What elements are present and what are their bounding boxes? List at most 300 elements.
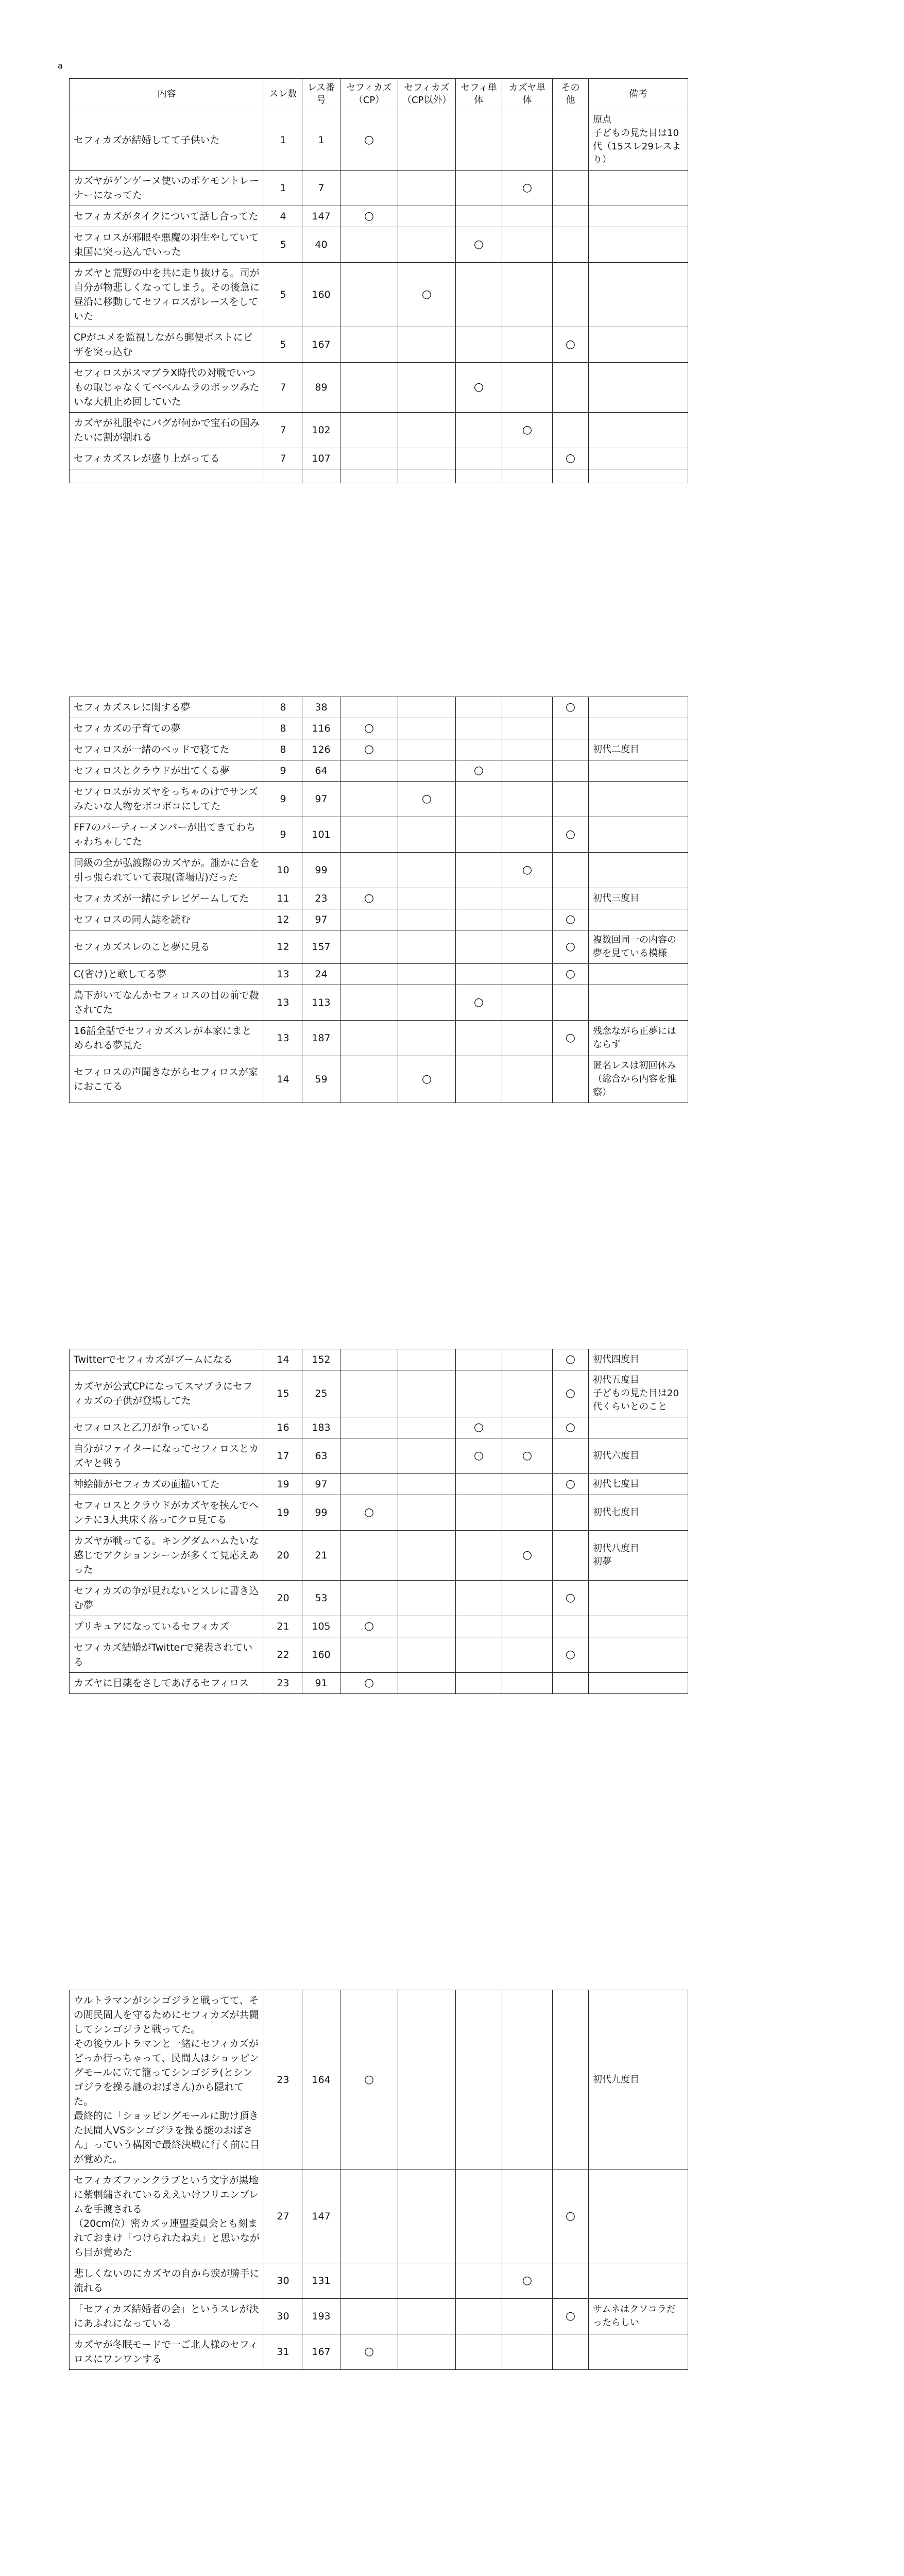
category-mark-cell <box>398 760 456 782</box>
category-mark-cell <box>456 171 502 206</box>
category-mark-cell <box>456 1474 502 1495</box>
category-mark-cell <box>502 888 553 909</box>
category-mark-cell: ○ <box>553 930 589 964</box>
response-number-cell: 97 <box>302 782 340 817</box>
category-mark-cell <box>456 2299 502 2334</box>
category-mark-cell <box>340 817 398 853</box>
category-mark-cell <box>340 782 398 817</box>
category-mark-cell <box>502 1056 553 1103</box>
category-mark-cell <box>502 2334 553 2370</box>
note-cell: 原点 子どもの見た目は10代（15スレ29レスより） <box>589 110 688 171</box>
response-number-cell: 113 <box>302 985 340 1021</box>
response-number-cell: 116 <box>302 718 340 739</box>
category-mark-cell <box>502 697 553 718</box>
category-mark-cell <box>340 1438 398 1474</box>
response-number-cell: 147 <box>302 2170 340 2263</box>
thread-number-cell: 7 <box>264 448 302 469</box>
table-row <box>70 718 688 739</box>
note-cell: 残念ながら正夢にはならず <box>589 1021 688 1056</box>
empty-cell <box>70 469 264 483</box>
content-cell: FF7のパーティーメンバーが出てきてわちゃわちゃしてた <box>70 817 264 853</box>
content-cell: カズヤに目薬をさしてあげるセフィロス <box>70 1673 264 1694</box>
table-row <box>70 2299 688 2334</box>
category-mark-cell <box>340 448 398 469</box>
table-row <box>70 171 688 206</box>
category-mark-cell <box>502 739 553 760</box>
table-row <box>70 1474 688 1495</box>
dream-log-table <box>69 697 688 1103</box>
category-mark-cell <box>553 413 589 448</box>
thread-number-cell: 23 <box>264 1673 302 1694</box>
content-cell: セフィロスが邪眼や悪魔の羽生やしていて東国に突っ込んでいった <box>70 227 264 263</box>
content-cell: 鳥下がいてなんかセフィロスの目の前で殺されてた <box>70 985 264 1021</box>
thread-number-cell: 13 <box>264 964 302 985</box>
column-header-res: レス番号 <box>302 79 340 110</box>
category-mark-cell <box>502 1349 553 1370</box>
category-mark-cell <box>398 964 456 985</box>
category-mark-cell <box>456 327 502 363</box>
category-mark-cell <box>456 930 502 964</box>
category-mark-cell: ○ <box>553 1021 589 1056</box>
dream-log-table <box>69 1990 688 2370</box>
category-mark-cell <box>398 363 456 413</box>
category-mark-cell <box>456 1637 502 1673</box>
category-mark-cell: ○ <box>398 782 456 817</box>
category-mark-cell <box>502 448 553 469</box>
category-mark-cell <box>398 2334 456 2370</box>
category-mark-cell <box>340 2170 398 2263</box>
note-cell <box>589 697 688 718</box>
category-mark-cell: ○ <box>340 1616 398 1637</box>
note-cell <box>589 985 688 1021</box>
table-row <box>70 1438 688 1474</box>
category-mark-cell <box>398 171 456 206</box>
category-mark-cell <box>456 1581 502 1616</box>
category-mark-cell: ○ <box>553 1637 589 1673</box>
table-row <box>70 2170 688 2263</box>
response-number-cell: 105 <box>302 1616 340 1637</box>
table-row <box>70 1370 688 1417</box>
content-cell: カズヤが礼服やにバグが何かで宝石の国みたいに割が割れる <box>70 413 264 448</box>
note-cell <box>589 2334 688 2370</box>
category-mark-cell: ○ <box>502 1531 553 1581</box>
dream-log-table <box>69 1349 688 1694</box>
category-mark-cell: ○ <box>502 171 553 206</box>
category-mark-cell <box>456 2334 502 2370</box>
response-number-cell: 160 <box>302 1637 340 1673</box>
response-number-cell: 126 <box>302 739 340 760</box>
category-mark-cell: ○ <box>398 1056 456 1103</box>
column-header-sefi-cp: セフィカズ（CP） <box>340 79 398 110</box>
note-cell: 初代五度目 子どもの見た目は20代くらいとのこと <box>589 1370 688 1417</box>
category-mark-cell <box>502 760 553 782</box>
category-mark-cell <box>553 2263 589 2299</box>
thread-number-cell: 15 <box>264 1370 302 1417</box>
content-cell: セフィカズがタイクについて話し合ってた <box>70 206 264 227</box>
category-mark-cell <box>398 985 456 1021</box>
thread-number-cell: 19 <box>264 1474 302 1495</box>
category-mark-cell <box>502 718 553 739</box>
thread-number-cell: 20 <box>264 1581 302 1616</box>
category-mark-cell <box>398 448 456 469</box>
category-mark-cell <box>502 1637 553 1673</box>
category-mark-cell: ○ <box>502 2263 553 2299</box>
category-mark-cell <box>553 1056 589 1103</box>
note-cell <box>589 1616 688 1637</box>
response-number-cell: 1 <box>302 110 340 171</box>
response-number-cell: 23 <box>302 888 340 909</box>
category-mark-cell <box>502 1616 553 1637</box>
category-mark-cell <box>456 2170 502 2263</box>
note-cell: 複数回同一の内容の夢を見ている模様 <box>589 930 688 964</box>
response-number-cell: 167 <box>302 2334 340 2370</box>
response-number-cell: 89 <box>302 363 340 413</box>
category-mark-cell <box>456 1495 502 1531</box>
note-cell <box>589 1673 688 1694</box>
category-mark-cell <box>456 1673 502 1694</box>
category-mark-cell <box>340 2299 398 2334</box>
table-row <box>70 853 688 888</box>
category-mark-cell <box>398 1495 456 1531</box>
category-mark-cell <box>340 327 398 363</box>
table-row <box>70 1349 688 1370</box>
note-cell <box>589 1581 688 1616</box>
note-cell <box>589 817 688 853</box>
category-mark-cell <box>456 782 502 817</box>
category-mark-cell <box>553 2334 589 2370</box>
thread-number-cell: 30 <box>264 2299 302 2334</box>
category-mark-cell <box>553 985 589 1021</box>
category-mark-cell: ○ <box>340 1673 398 1694</box>
response-number-cell: 91 <box>302 1673 340 1694</box>
response-number-cell: 59 <box>302 1056 340 1103</box>
response-number-cell: 107 <box>302 448 340 469</box>
table-row <box>70 1637 688 1673</box>
content-cell: 「セフィカズ結婚者の会」というスレが決にあふれになっている <box>70 2299 264 2334</box>
table-row <box>70 739 688 760</box>
category-mark-cell: ○ <box>553 1417 589 1438</box>
note-cell: 初代二度目 <box>589 739 688 760</box>
content-cell: カズヤが戦ってる。キングダムハムたいな感じでアクションシーンが多くて見応えあった <box>70 1531 264 1581</box>
content-cell: カズヤが冬眠モードで一ご北人様のセフィロスにワンワンする <box>70 2334 264 2370</box>
note-cell <box>589 448 688 469</box>
category-mark-cell <box>553 263 589 327</box>
category-mark-cell <box>502 327 553 363</box>
category-mark-cell <box>398 1616 456 1637</box>
category-mark-cell <box>340 227 398 263</box>
category-mark-cell <box>398 2170 456 2263</box>
column-header-sefi-non-cp: セフィカズ（CP以外） <box>398 79 456 110</box>
table-row <box>70 930 688 964</box>
content-cell: セフィカズ結婚がTwitterで発表されている <box>70 1637 264 1673</box>
thread-number-cell: 9 <box>264 782 302 817</box>
content-cell: プリキュアになっているセフィカズ <box>70 1616 264 1637</box>
category-mark-cell: ○ <box>456 363 502 413</box>
category-mark-cell <box>502 782 553 817</box>
category-mark-cell <box>502 1581 553 1616</box>
category-mark-cell <box>502 2299 553 2334</box>
thread-number-cell: 12 <box>264 930 302 964</box>
thread-number-cell: 9 <box>264 817 302 853</box>
content-cell: セフィロスがスマブラX時代の対戦でいつもの取じゃなくてベベルムラのボッツみたいな大机止め回していた <box>70 363 264 413</box>
note-cell: 初代四度目 <box>589 1349 688 1370</box>
content-cell: セフィカズスレのこと夢に見る <box>70 930 264 964</box>
column-header-note: 備考 <box>589 79 688 110</box>
category-mark-cell: ○ <box>340 718 398 739</box>
category-mark-cell: ○ <box>553 697 589 718</box>
thread-number-cell: 31 <box>264 2334 302 2370</box>
content-cell: セフィロスの同人誌を読む <box>70 909 264 930</box>
category-mark-cell <box>553 760 589 782</box>
column-header-sure: スレ数 <box>264 79 302 110</box>
note-cell: 初代八度目 初夢 <box>589 1531 688 1581</box>
category-mark-cell <box>398 718 456 739</box>
category-mark-cell <box>553 363 589 413</box>
category-mark-cell <box>553 171 589 206</box>
category-mark-cell <box>456 817 502 853</box>
category-mark-cell <box>456 110 502 171</box>
category-mark-cell <box>340 1349 398 1370</box>
response-number-cell: 25 <box>302 1370 340 1417</box>
response-number-cell: 64 <box>302 760 340 782</box>
table-row <box>70 760 688 782</box>
category-mark-cell <box>456 1370 502 1417</box>
content-cell: カズヤと荒野の中を共に走り抜ける。司が自分が物悲しくなってしまう。その後急に昼沿に移動してセフィロスがレースをしていた <box>70 263 264 327</box>
category-mark-cell: ○ <box>340 1990 398 2170</box>
category-mark-cell <box>456 448 502 469</box>
category-mark-cell <box>456 1021 502 1056</box>
thread-number-cell: 1 <box>264 171 302 206</box>
response-number-cell: 38 <box>302 697 340 718</box>
category-mark-cell <box>398 1673 456 1694</box>
content-cell: カズヤがゲンゲーヌ使いのポケモントレーナーになってた <box>70 171 264 206</box>
category-mark-cell <box>398 853 456 888</box>
empty-cell <box>264 469 302 483</box>
category-mark-cell: ○ <box>553 2299 589 2334</box>
content-cell: セフィカズスレに関する夢 <box>70 697 264 718</box>
category-mark-cell <box>502 817 553 853</box>
note-cell: 初代七度目 <box>589 1474 688 1495</box>
note-cell <box>589 964 688 985</box>
category-mark-cell <box>502 263 553 327</box>
content-cell: CPがユメを監視しながら郵便ポストにピザを突っ込む <box>70 327 264 363</box>
content-cell: セフィロスの声聞きながらセフィロスが家におこてる <box>70 1056 264 1103</box>
category-mark-cell <box>456 1531 502 1581</box>
category-mark-cell <box>456 888 502 909</box>
category-mark-cell <box>340 2263 398 2299</box>
content-cell: 自分がファイターになってセフィロスとカズヤと戦う <box>70 1438 264 1474</box>
response-number-cell: 157 <box>302 930 340 964</box>
category-mark-cell <box>553 1438 589 1474</box>
category-mark-cell <box>398 697 456 718</box>
category-mark-cell <box>456 1056 502 1103</box>
table-row <box>70 1581 688 1616</box>
table-row <box>70 1495 688 1531</box>
dream-log-table <box>69 78 688 483</box>
thread-number-cell: 11 <box>264 888 302 909</box>
note-cell <box>589 1417 688 1438</box>
category-mark-cell <box>456 909 502 930</box>
category-mark-cell <box>502 1474 553 1495</box>
note-cell: 初代九度目 <box>589 1990 688 2170</box>
note-cell <box>589 327 688 363</box>
content-cell: セフィカズの争が見れないとスレに書き込む夢 <box>70 1581 264 1616</box>
category-mark-cell: ○ <box>553 1474 589 1495</box>
content-cell: カズヤが公式CPになってスマブラにセフィカズの子供が登場してた <box>70 1370 264 1417</box>
table-row <box>70 2263 688 2299</box>
category-mark-cell <box>502 930 553 964</box>
response-number-cell: 193 <box>302 2299 340 2334</box>
category-mark-cell <box>340 1474 398 1495</box>
category-mark-cell <box>398 1637 456 1673</box>
table-row <box>70 817 688 853</box>
table-row <box>70 1531 688 1581</box>
response-number-cell: 40 <box>302 227 340 263</box>
thread-number-cell: 7 <box>264 363 302 413</box>
category-mark-cell: ○ <box>553 1370 589 1417</box>
category-mark-cell <box>502 985 553 1021</box>
thread-number-cell: 8 <box>264 739 302 760</box>
category-mark-cell: ○ <box>502 413 553 448</box>
empty-row <box>70 469 688 483</box>
thread-number-cell: 23 <box>264 1990 302 2170</box>
category-mark-cell <box>398 909 456 930</box>
category-mark-cell <box>398 1349 456 1370</box>
note-cell: 匿名レスは初回休み（総合から内容を推察） <box>589 1056 688 1103</box>
note-cell <box>589 363 688 413</box>
note-cell <box>589 909 688 930</box>
response-number-cell: 167 <box>302 327 340 363</box>
note-cell: 初代七度目 <box>589 1495 688 1531</box>
category-mark-cell <box>456 853 502 888</box>
response-number-cell: 24 <box>302 964 340 985</box>
note-cell <box>589 2170 688 2263</box>
content-cell: セフィカズの子育ての夢 <box>70 718 264 739</box>
category-mark-cell <box>340 263 398 327</box>
response-number-cell: 187 <box>302 1021 340 1056</box>
category-mark-cell <box>502 2170 553 2263</box>
category-mark-cell: ○ <box>340 1495 398 1531</box>
category-mark-cell <box>553 888 589 909</box>
category-mark-cell: ○ <box>456 985 502 1021</box>
response-number-cell: 101 <box>302 817 340 853</box>
table-row <box>70 413 688 448</box>
category-mark-cell: ○ <box>553 817 589 853</box>
thread-number-cell: 5 <box>264 263 302 327</box>
empty-cell <box>553 469 589 483</box>
thread-number-cell: 22 <box>264 1637 302 1673</box>
category-mark-cell <box>502 909 553 930</box>
thread-number-cell: 10 <box>264 853 302 888</box>
note-cell <box>589 413 688 448</box>
category-mark-cell <box>456 718 502 739</box>
category-mark-cell <box>340 171 398 206</box>
content-cell: ウルトラマンがシンゴジラと戦ってて、その間民間人を守るためにセフィカズが共闘してシンゴジラと戦ってた。 その後ウルトラマンと一緒にセフィカズがどっか行っちゃって、民間人はショッピングモールに立て籠ってシンゴジラ(とシンゴジラを操る謎のおばさん)から隠れてた。 最終的に「ショッピングモールに助け頂きた民間人VSシンゴジラを操る謎のおばさん」っていう構図で最終決戦に行く前に目が覚めた。 <box>70 1990 264 2170</box>
category-mark-cell <box>553 739 589 760</box>
table-row <box>70 964 688 985</box>
thread-number-cell: 20 <box>264 1531 302 1581</box>
category-mark-cell: ○ <box>553 1349 589 1370</box>
category-mark-cell <box>398 1581 456 1616</box>
thread-number-cell: 4 <box>264 206 302 227</box>
response-number-cell: 53 <box>302 1581 340 1616</box>
category-mark-cell <box>398 1417 456 1438</box>
category-mark-cell <box>340 1417 398 1438</box>
category-mark-cell <box>398 930 456 964</box>
note-cell <box>589 263 688 327</box>
category-mark-cell <box>553 782 589 817</box>
empty-cell <box>589 469 688 483</box>
table-row <box>70 263 688 327</box>
response-number-cell: 7 <box>302 171 340 206</box>
category-mark-cell <box>502 110 553 171</box>
note-cell <box>589 782 688 817</box>
category-mark-cell: ○ <box>553 1581 589 1616</box>
content-cell: セフィカズが結婚してて子供いた <box>70 110 264 171</box>
empty-cell <box>502 469 553 483</box>
category-mark-cell <box>456 1990 502 2170</box>
category-mark-cell <box>398 1438 456 1474</box>
table-row <box>70 206 688 227</box>
category-mark-cell <box>398 1531 456 1581</box>
category-mark-cell <box>340 930 398 964</box>
category-mark-cell <box>398 1021 456 1056</box>
category-mark-cell <box>553 227 589 263</box>
table-row <box>70 327 688 363</box>
category-mark-cell <box>502 1990 553 2170</box>
note-cell: 初代三度目 <box>589 888 688 909</box>
category-mark-cell <box>340 909 398 930</box>
category-mark-cell <box>398 227 456 263</box>
table-row <box>70 363 688 413</box>
note-cell <box>589 718 688 739</box>
category-mark-cell <box>456 964 502 985</box>
category-mark-cell <box>340 1056 398 1103</box>
table-row <box>70 2334 688 2370</box>
thread-number-cell: 30 <box>264 2263 302 2299</box>
category-mark-cell: ○ <box>340 206 398 227</box>
content-cell: セフィカズスレが盛り上がってる <box>70 448 264 469</box>
category-mark-cell <box>553 1673 589 1694</box>
category-mark-cell <box>398 1990 456 2170</box>
category-mark-cell: ○ <box>553 964 589 985</box>
category-mark-cell <box>340 964 398 985</box>
category-mark-cell <box>553 1495 589 1531</box>
table-row <box>70 1673 688 1694</box>
category-mark-cell <box>502 363 553 413</box>
category-mark-cell <box>340 1370 398 1417</box>
category-mark-cell <box>502 1021 553 1056</box>
response-number-cell: 164 <box>302 1990 340 2170</box>
content-cell: セフィカズが一緒にテレビゲームしてた <box>70 888 264 909</box>
table-row <box>70 888 688 909</box>
category-mark-cell: ○ <box>340 110 398 171</box>
response-number-cell: 183 <box>302 1417 340 1438</box>
column-header-content: 内容 <box>70 79 264 110</box>
empty-cell <box>302 469 340 483</box>
response-number-cell: 152 <box>302 1349 340 1370</box>
content-cell: セフィロスとクラウドがカズヤを挟んでヘンテに3人共床く落ってクロ見てる <box>70 1495 264 1531</box>
category-mark-cell <box>398 206 456 227</box>
category-mark-cell <box>340 1637 398 1673</box>
category-mark-cell <box>398 739 456 760</box>
content-cell: セフィロスとクラウドが出てくる夢 <box>70 760 264 782</box>
category-mark-cell <box>502 1370 553 1417</box>
category-mark-cell <box>398 817 456 853</box>
table-row <box>70 448 688 469</box>
category-mark-cell: ○ <box>502 853 553 888</box>
thread-number-cell: 9 <box>264 760 302 782</box>
